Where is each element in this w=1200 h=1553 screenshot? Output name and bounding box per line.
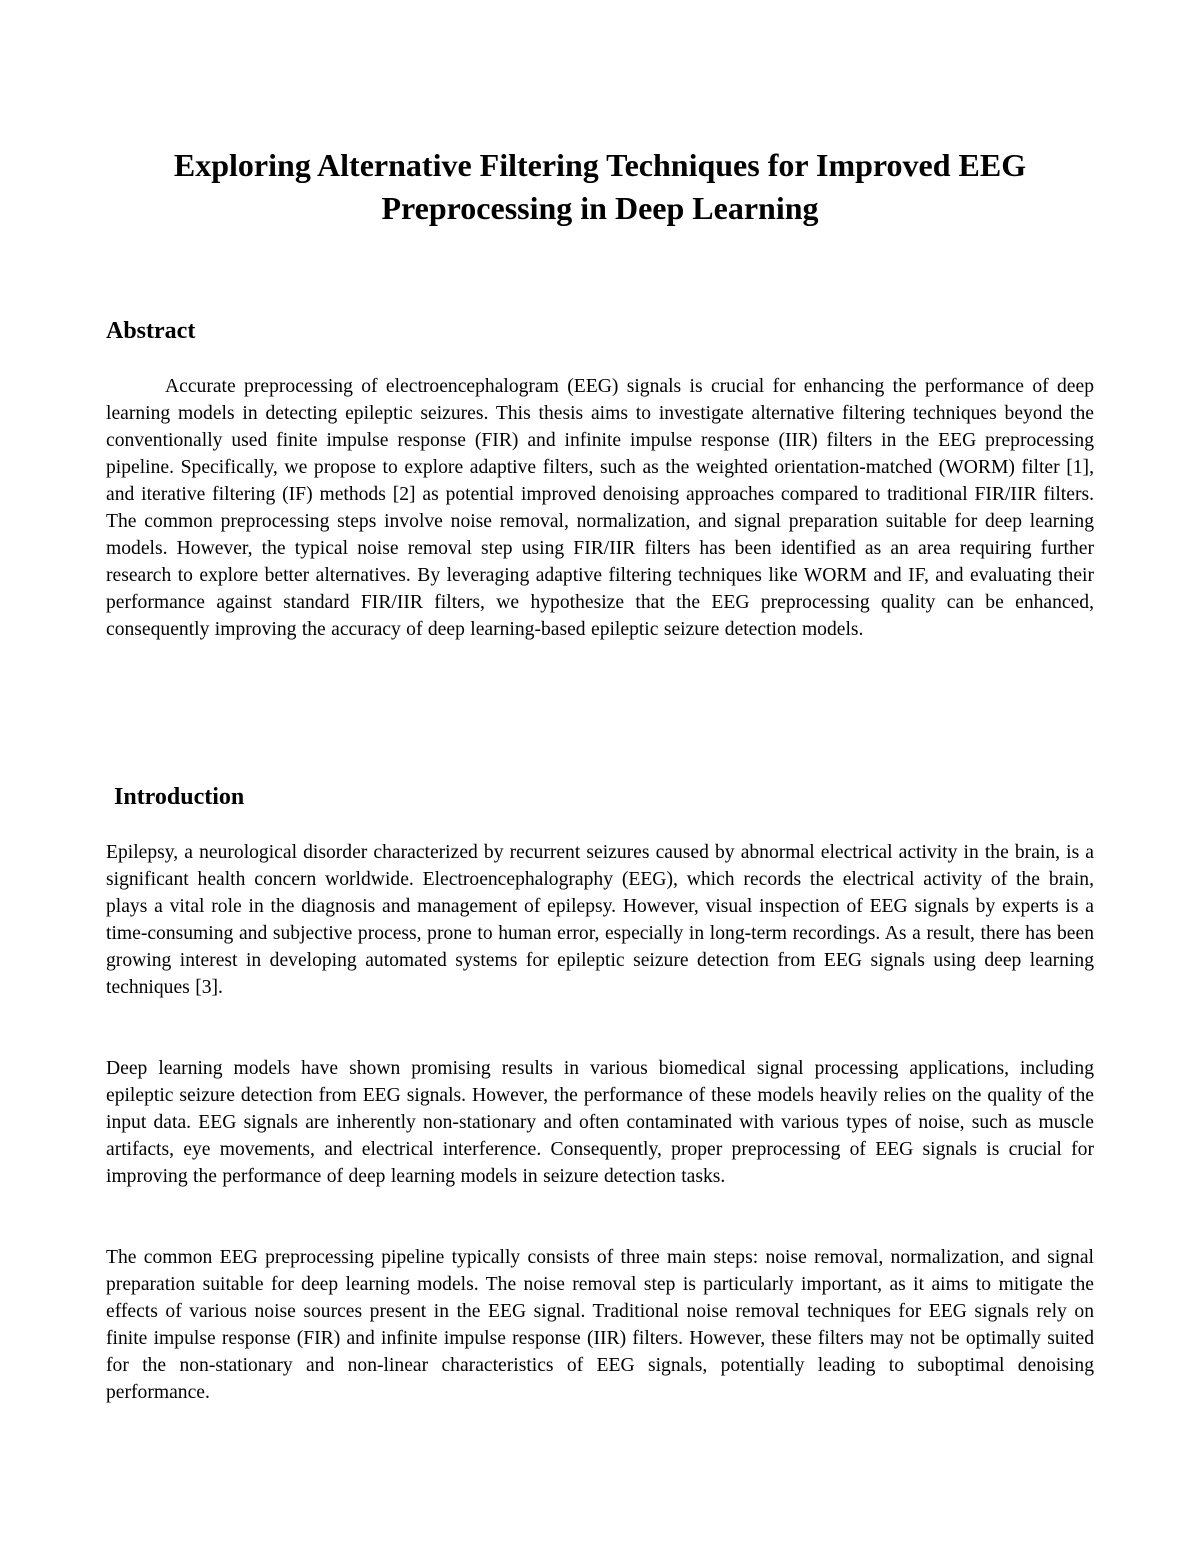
abstract-heading: Abstract [106, 318, 196, 344]
paper-title [100, 144, 1100, 230]
abstract-paragraph: Accurate preprocessing of electroencephalogram (EEG) signals is crucial for enhancing the performance of deep learning models in detecting epileptic seizures. This thesis aims to investigate alternative filtering techniques beyond the conventionally used finite impulse response (FIR) and infinite impulse response (IIR) filters in the EEG preprocessing pipeline. Specifically, we propose to explore adaptive filters, such as the weighted orientation-matched (WORM) filter [1], and iterative filtering (IF) methods [2] as potential improved denoising approaches compared to traditional FIR/IIR filters. The common preprocessing steps involve noise removal, normalization, and signal preparation suitable for deep learning models. However, the typical noise removal step using FIR/IIR filters has been identified as an area requiring further research to explore better alternatives. By leveraging adaptive filtering techniques like WORM and IF, and evaluating their performance against standard FIR/IIR filters, we hypothesize that the EEG preprocessing quality can be enhanced, consequently improving the accuracy of deep learning-based epileptic seizure detection models. [106, 376, 1094, 640]
introduction-paragraph-2: Deep learning models have shown promising results in various biomedical signal processing applications, including epileptic seizure detection from EEG signals. However, the performance of these models heavily relies on the quality of the input data. EEG signals are inherently non-stationary and often contaminated with various types of noise, such as muscle artifacts, eye movements, and electrical interference. Consequently, proper preprocessing of EEG signals is crucial for improving the performance of deep learning models in seizure detection tasks. [106, 1058, 1094, 1187]
introduction-heading: Introduction [114, 784, 245, 810]
introduction-paragraph-1: Epilepsy, a neurological disorder characterized by recurrent seizures caused by abnormal electrical activity in the brain, is a significant health concern worldwide. Electroencephalography (EEG), which records the electrical activity of the brain, plays a vital role in the diagnosis and management of epilepsy. However, visual inspection of EEG signals by experts is a time-consuming and subjective process, prone to human error, especially in long-term recordings. As a result, there has been growing interest in developing automated systems for epileptic seizure detection from EEG signals using deep learning techniques [3]. [106, 842, 1094, 998]
paper-title-line-2: Preprocessing in Deep Learning [381, 190, 819, 226]
paper-title-line-1: Exploring Alternative Filtering Techniques for Improved EEG [173, 147, 1027, 183]
introduction-paragraph-3: The common EEG preprocessing pipeline typically consists of three main steps: noise removal, normalization, and signal preparation suitable for deep learning models. The noise removal step is particularly important, as it aims to mitigate the effects of various noise sources present in the EEG signal. Traditional noise removal techniques for EEG signals rely on finite impulse response (FIR) and infinite impulse response (IIR) filters. However, these filters may not be optimally suited for the non-stationary and non-linear characteristics of EEG signals, potentially leading to suboptimal denoising performance. [106, 1247, 1094, 1403]
